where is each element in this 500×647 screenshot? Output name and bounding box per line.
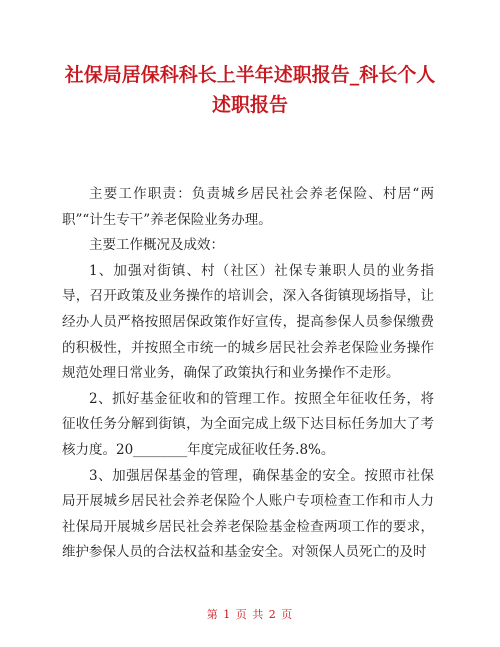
paragraph-item-1: 1、加强对街镇、村（社区）社保专兼职人员的业务指导，召开政策及业务操作的培训会，深入各街镇现场指导，让经办人员严格按照居保政策作好宣传，提高参保人员参保缴费的积极性，并按照全市统一的城乡居民社会养老保险业务操作规范处理日常业务，确保了政策执行和业务操作不走形。 — [62, 262, 434, 382]
paragraph-item-2: 2、抓好基金征收和的管理工作。按照全年征收任务，将征收任务分解到街镇，为全面完成上级下达目标任务加大了考核力度。20________年度完成征收任务.8%。 — [62, 390, 434, 458]
document-body — [62, 182, 434, 566]
paragraph-overview-heading: 主要工作概况及成效： — [89, 237, 224, 254]
paragraph-duties: 主要工作职责：负责城乡居民社会养老保险、村居“两职”“计生专干”养老保险业务办理。 — [62, 186, 434, 228]
paragraph-item-3: 3、加强居保基金的管理，确保基金的安全。按照市社保局开展城乡居民社会养老保险个人账户专项检查工作和市人力社保局开展城乡居民社会养老保险基金检查两项工作的要求，维护参保人员的合法权益和基金安全。对领保人员死亡的及时 — [62, 467, 434, 561]
page-footer: 第 1 页 共 2 页 — [206, 608, 294, 621]
document-title: 社保局居保科科长上半年述职报告_科长个人述职报告 — [64, 64, 436, 116]
